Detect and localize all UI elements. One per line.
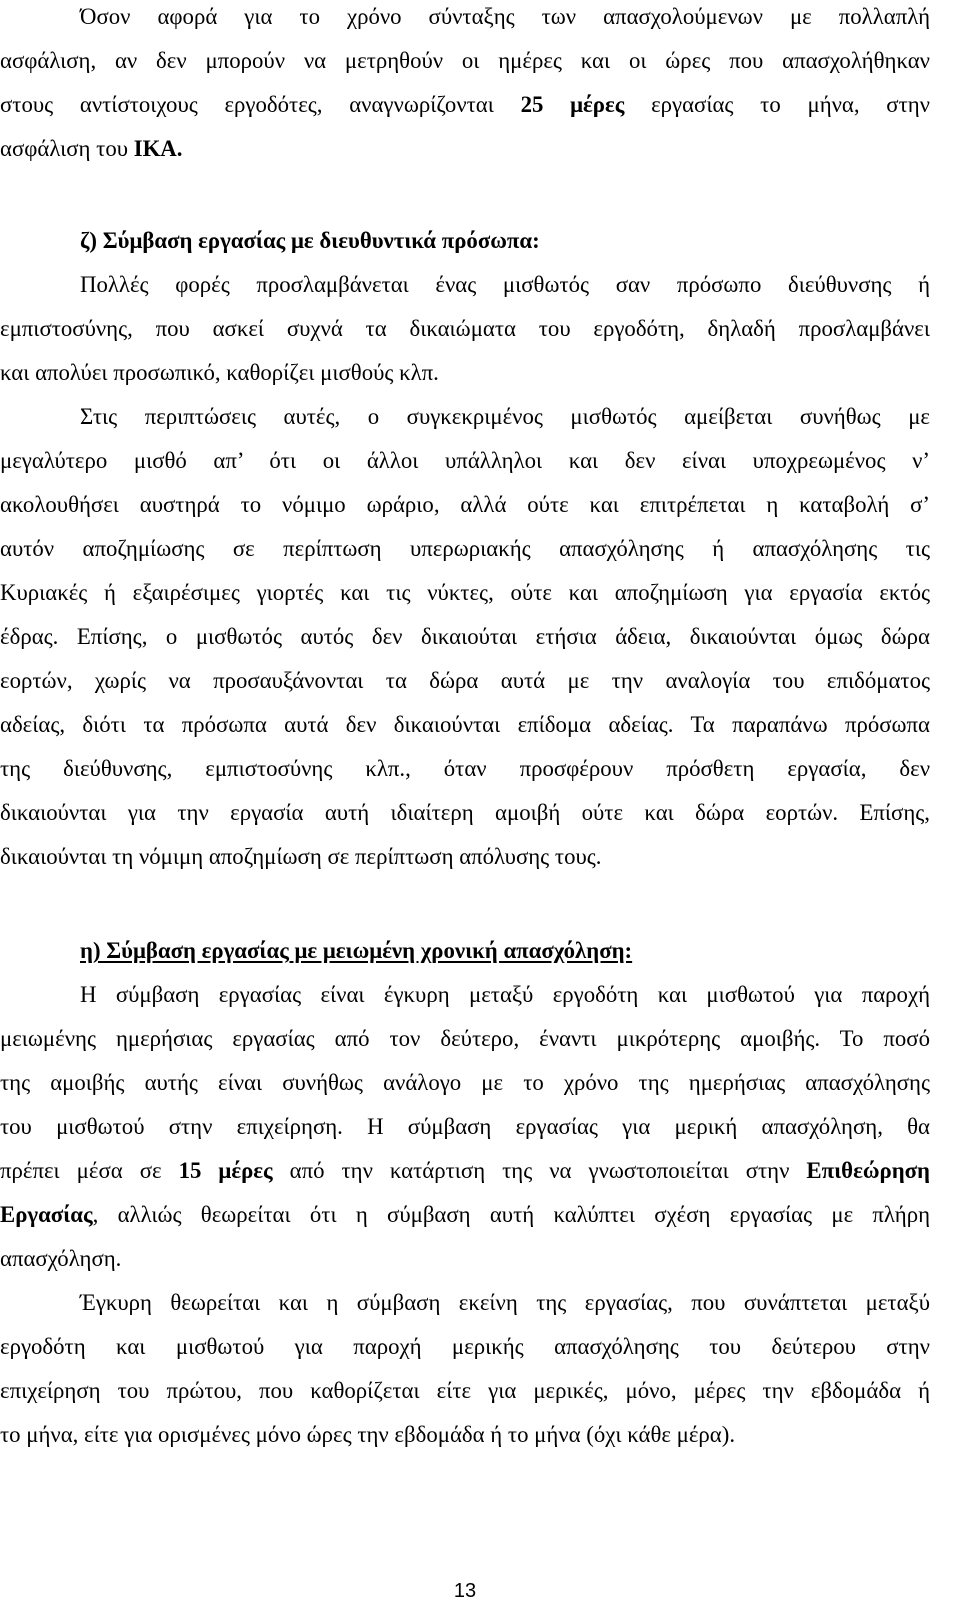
section-heading: ζ) Σύμβαση εργασίας με διευθυντικά πρόσωπα: (80, 228, 540, 253)
paragraph-line: Η σύμβαση εργασίας είναι έγκυρη μεταξύ εργοδότη και μισθωτού για παροχή (80, 982, 930, 1007)
page-number: 13 (453, 1580, 477, 1602)
text-run: στους αντίστοιχους εργοδότες, αναγνωρίζονται (0, 92, 521, 117)
paragraph-line (0, 90, 930, 120)
paragraph-line: της αμοιβής αυτής είναι συνήθως ανάλογο με το χρόνο της ημερήσιας απασχόλησης (0, 1070, 930, 1095)
paragraph-line (0, 1156, 930, 1186)
paragraph-line: Πολλές φορές προσλαμβάνεται ένας μισθωτός σαν πρόσωπο διεύθυνσης ή (80, 272, 930, 297)
paragraph-line: μεγαλύτερο μισθό απ’ ότι οι άλλοι υπάλληλοι και δεν είναι υποχρεωμένος ν’ (0, 448, 930, 473)
paragraph-line: εμπιστοσύνης, που ασκεί συχνά τα δικαιώματα του εργοδότη, δηλαδή προσλαμβάνει (0, 316, 930, 341)
paragraph-line: δικαιούνται για την εργασία αυτή ιδιαίτερη αμοιβή ούτε και δώρα εορτών. Επίσης, (0, 800, 930, 825)
paragraph-line: και απολύει προσωπικό, καθορίζει μισθούς κλπ. (0, 360, 439, 385)
bold-text: Επιθεώρηση (806, 1158, 930, 1183)
paragraph-line: του μισθωτού στην επιχείρηση. Η σύμβαση εργασίας για μερική απασχόληση, θα (0, 1114, 930, 1139)
text-run: από την κατάρτιση της να γνωστοποιείται στην (272, 1158, 807, 1183)
paragraph-line: μειωμένης ημερήσιας εργασίας από τον δεύτερο, έναντι μικρότερης αμοιβής. Το ποσό (0, 1026, 930, 1051)
bold-text: 25 μέρες (520, 92, 625, 117)
bold-text: ΙΚΑ. (133, 136, 183, 161)
paragraph-line: ακολουθήσει αυστηρά το νόμιμο ωράριο, αλλά ούτε και επιτρέπεται η καταβολή σ’ (0, 492, 930, 517)
text-run: εργασίας το μήνα, στην (624, 92, 930, 117)
text-run: ασφάλιση του (0, 136, 134, 161)
paragraph-line: αυτόν αποζημίωσης σε περίπτωση υπερωριακής απασχόλησης ή απασχόλησης τις (0, 536, 930, 561)
text-run: , αλλιώς θεωρείται ότι η σύμβαση αυτή καλύπτει σχέση εργασίας με πλήρη (92, 1202, 930, 1227)
bold-text: 15 μέρες (178, 1158, 273, 1183)
paragraph-line: εορτών, χωρίς να προσαυξάνονται τα δώρα αυτά με την αναλογία του επιδόματος (0, 668, 930, 693)
paragraph-line: έδρας. Επίσης, ο μισθωτός αυτός δεν δικαιούται ετήσια άδεια, δικαιούνται όμως δώρα (0, 624, 930, 649)
paragraph-line: Στις περιπτώσεις αυτές, ο συγκεκριμένος μισθωτός αμείβεται συνήθως με (80, 404, 930, 429)
paragraph-line: το μήνα, είτε για ορισμένες μόνο ώρες την εβδομάδα ή το μήνα (όχι κάθε μέρα). (0, 1422, 736, 1447)
paragraph-line: της διεύθυνσης, εμπιστοσύνης κλπ., όταν προσφέρουν πρόσθετη εργασία, δεν (0, 756, 930, 781)
paragraph-line: εργοδότη και μισθωτού για παροχή μερικής απασχόλησης του δεύτερου στην (0, 1334, 930, 1359)
paragraph-line (0, 1200, 930, 1230)
paragraph-line (0, 134, 930, 164)
paragraph-line: Έγκυρη θεωρείται και η σύμβαση εκείνη της εργασίας, που συνάπτεται μεταξύ (80, 1290, 930, 1315)
paragraph-line: δικαιούνται τη νόμιμη αποζημίωση σε περίπτωση απόλυσης τους. (0, 844, 602, 869)
paragraph-line: απασχόληση. (0, 1246, 122, 1271)
text-run: πρέπει μέσα σε (0, 1158, 179, 1183)
paragraph-line: Όσον αφορά για το χρόνο σύνταξης των απασχολούμενων με πολλαπλή (80, 4, 930, 29)
paragraph-line: επιχείρηση του πρώτου, που καθορίζεται είτε για μερικές, μόνο, μέρες την εβδομάδα ή (0, 1378, 930, 1403)
paragraph-line: ασφάλιση, αν δεν μπορούν να μετρηθούν οι ημέρες και οι ώρες που απασχολήθηκαν (0, 48, 930, 73)
section-heading: η) Σύμβαση εργασίας με μειωμένη χρονική απασχόληση: (80, 938, 633, 963)
paragraph-line: αδείας, διότι τα πρόσωπα αυτά δεν δικαιούνται επίδομα αδείας. Τα παραπάνω πρόσωπα (0, 712, 930, 737)
paragraph-line: Κυριακές ή εξαιρέσιμες γιορτές και τις νύκτες, ούτε και αποζημίωση για εργασία εκτός (0, 580, 930, 605)
bold-text: Εργασίας (0, 1202, 93, 1227)
